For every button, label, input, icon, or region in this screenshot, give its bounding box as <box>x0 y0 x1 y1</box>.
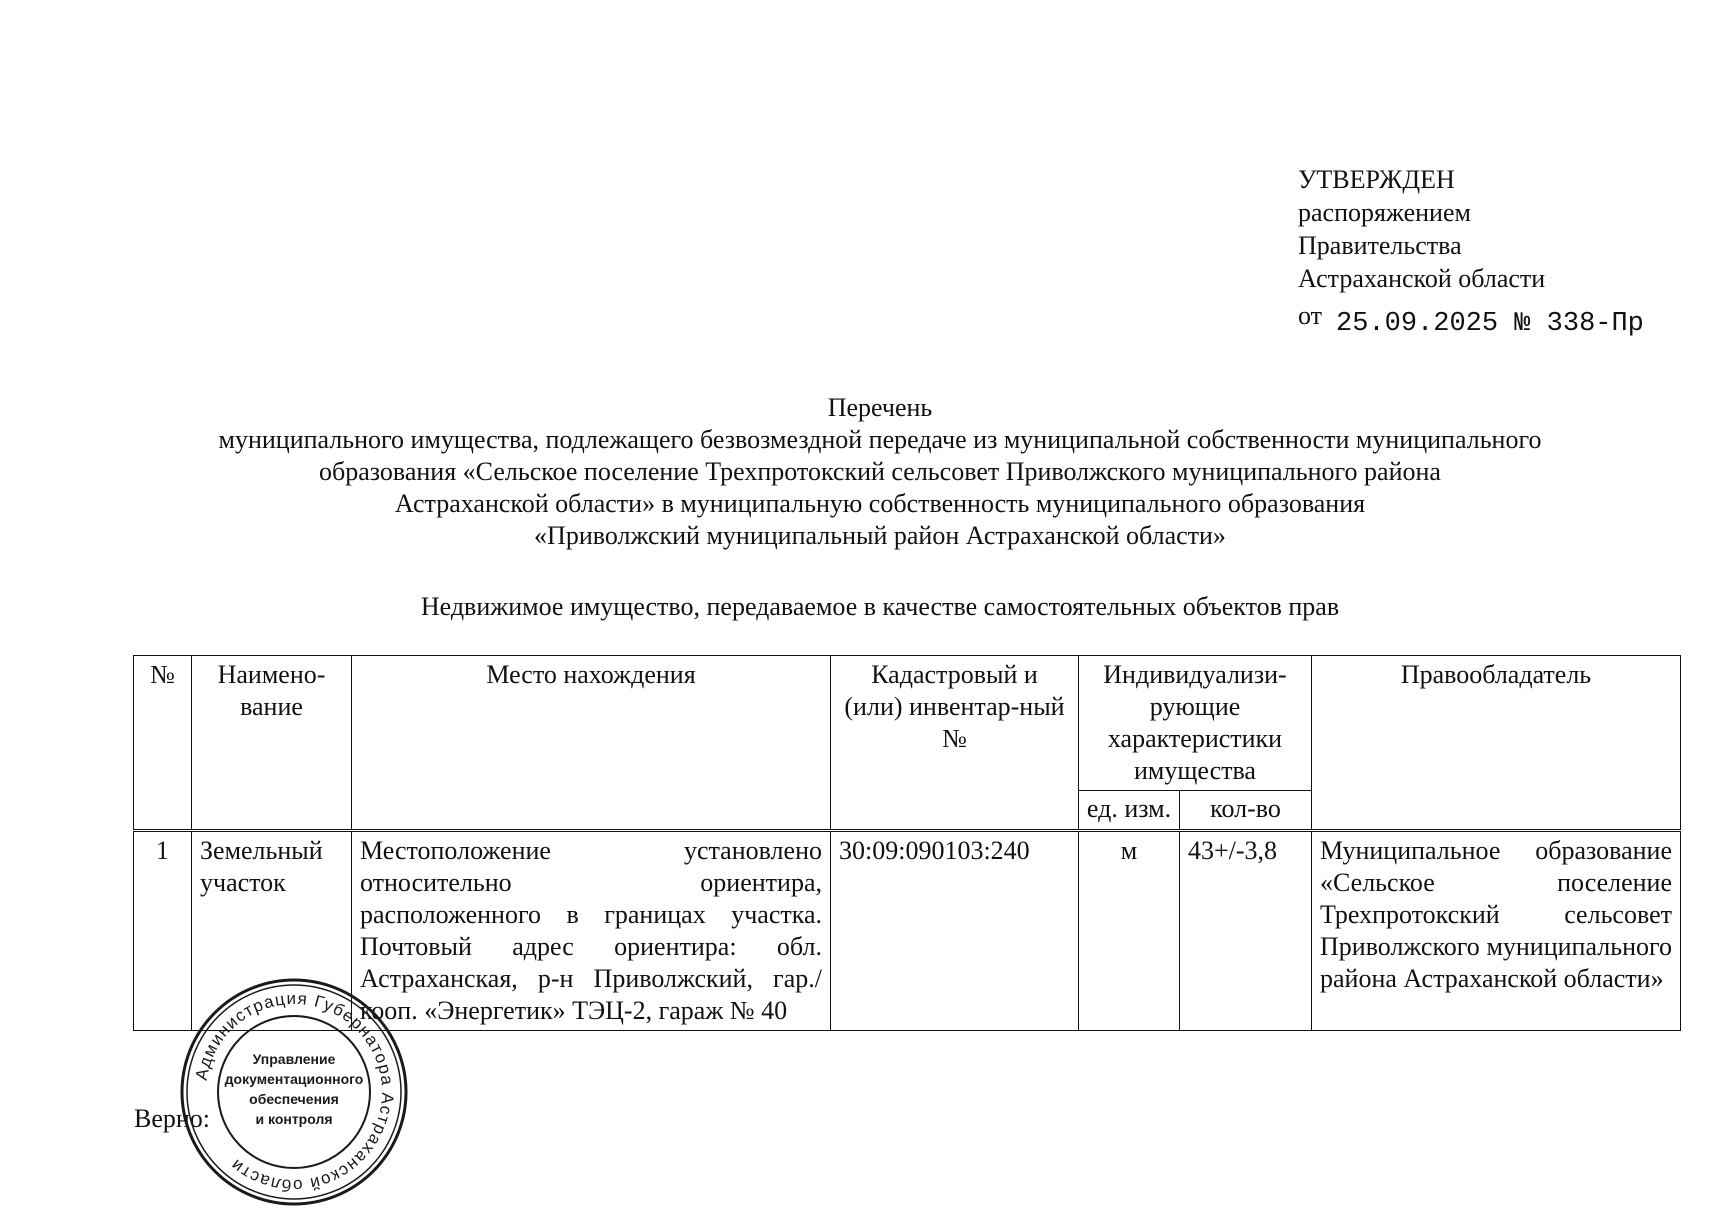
approval-title: УТВЕРЖДЕН <box>1298 165 1455 194</box>
heading-line-2: образования «Сельское поселение Трехпротокский сельсовет Приволжского муниципального района <box>319 457 1441 486</box>
cell-qty: 43+/-3,8 <box>1180 831 1312 1031</box>
header-owner: Правообладатель <box>1312 656 1681 831</box>
heading-line-1: муниципального имущества, подлежащего безвозмездной передаче из муниципальной собственности муниципального <box>218 425 1542 454</box>
heading-title: Перечень <box>827 393 933 422</box>
header-name: Наимено-вание <box>192 656 352 831</box>
header-location: Место нахождения <box>352 656 831 831</box>
official-seal-stamp <box>178 976 410 1208</box>
header-unit: ед. изм. <box>1079 791 1180 831</box>
section-subheading: Недвижимое имущество, передаваемое в качестве самостоятельных объектов прав <box>420 592 1340 621</box>
heading-line-4: «Приволжский муниципальный район Астраханской области» <box>534 521 1226 550</box>
header-cadastral: Кадастровый и (или) инвентар-ный № <box>831 656 1079 831</box>
approval-block <box>1298 163 1644 341</box>
seal-center-line-2: документационного <box>224 1071 364 1087</box>
approval-line-3: Астраханской области <box>1298 264 1546 293</box>
heading-line-3: Астраханской области» в муниципальную собственность муниципального образования <box>394 489 1366 518</box>
property-table <box>133 655 1681 1031</box>
seal-center-line-4: и контроля <box>255 1111 333 1127</box>
document-heading <box>0 392 1718 552</box>
cell-name: Земельный участок <box>192 831 352 1031</box>
cell-owner: Муниципальное образование «Сельское поселение Трехпротокский сельсовет Приволжского муниципального района Астраханской области» <box>1312 831 1681 1031</box>
seal-ring-text: Администрация Губернатора Астраханской области <box>191 988 398 1196</box>
approval-date-prefix: от <box>1298 301 1323 330</box>
seal-center-line-1: Управление <box>252 1051 336 1067</box>
header-qty: кол-во <box>1180 791 1312 831</box>
approval-line-1: распоряжением <box>1298 198 1471 227</box>
seal-center-line-3: обеспечения <box>249 1091 339 1107</box>
cell-location: Местоположение установлено относительно ориентира, расположенного в границах участка. Почтовый адрес ориентира: обл. Астраханская, р-н Приволжский, гар./кооп. «Энергетик» ТЭЦ-2, гараж № 40 <box>352 831 831 1031</box>
cell-cadastral: 30:09:090103:240 <box>831 831 1079 1031</box>
approval-line-2: Правительства <box>1298 231 1462 260</box>
verno-label: Верно: <box>134 1104 211 1133</box>
approval-date-line <box>1298 299 1644 341</box>
cell-num: 1 <box>134 831 192 1031</box>
header-characteristics: Индивидуализи-рующие характеристики имущества <box>1079 656 1312 791</box>
cell-unit: м <box>1079 831 1180 1031</box>
approval-date-number: 25.09.2025 № 338-Пр <box>1336 309 1644 339</box>
header-num: № <box>134 656 192 831</box>
